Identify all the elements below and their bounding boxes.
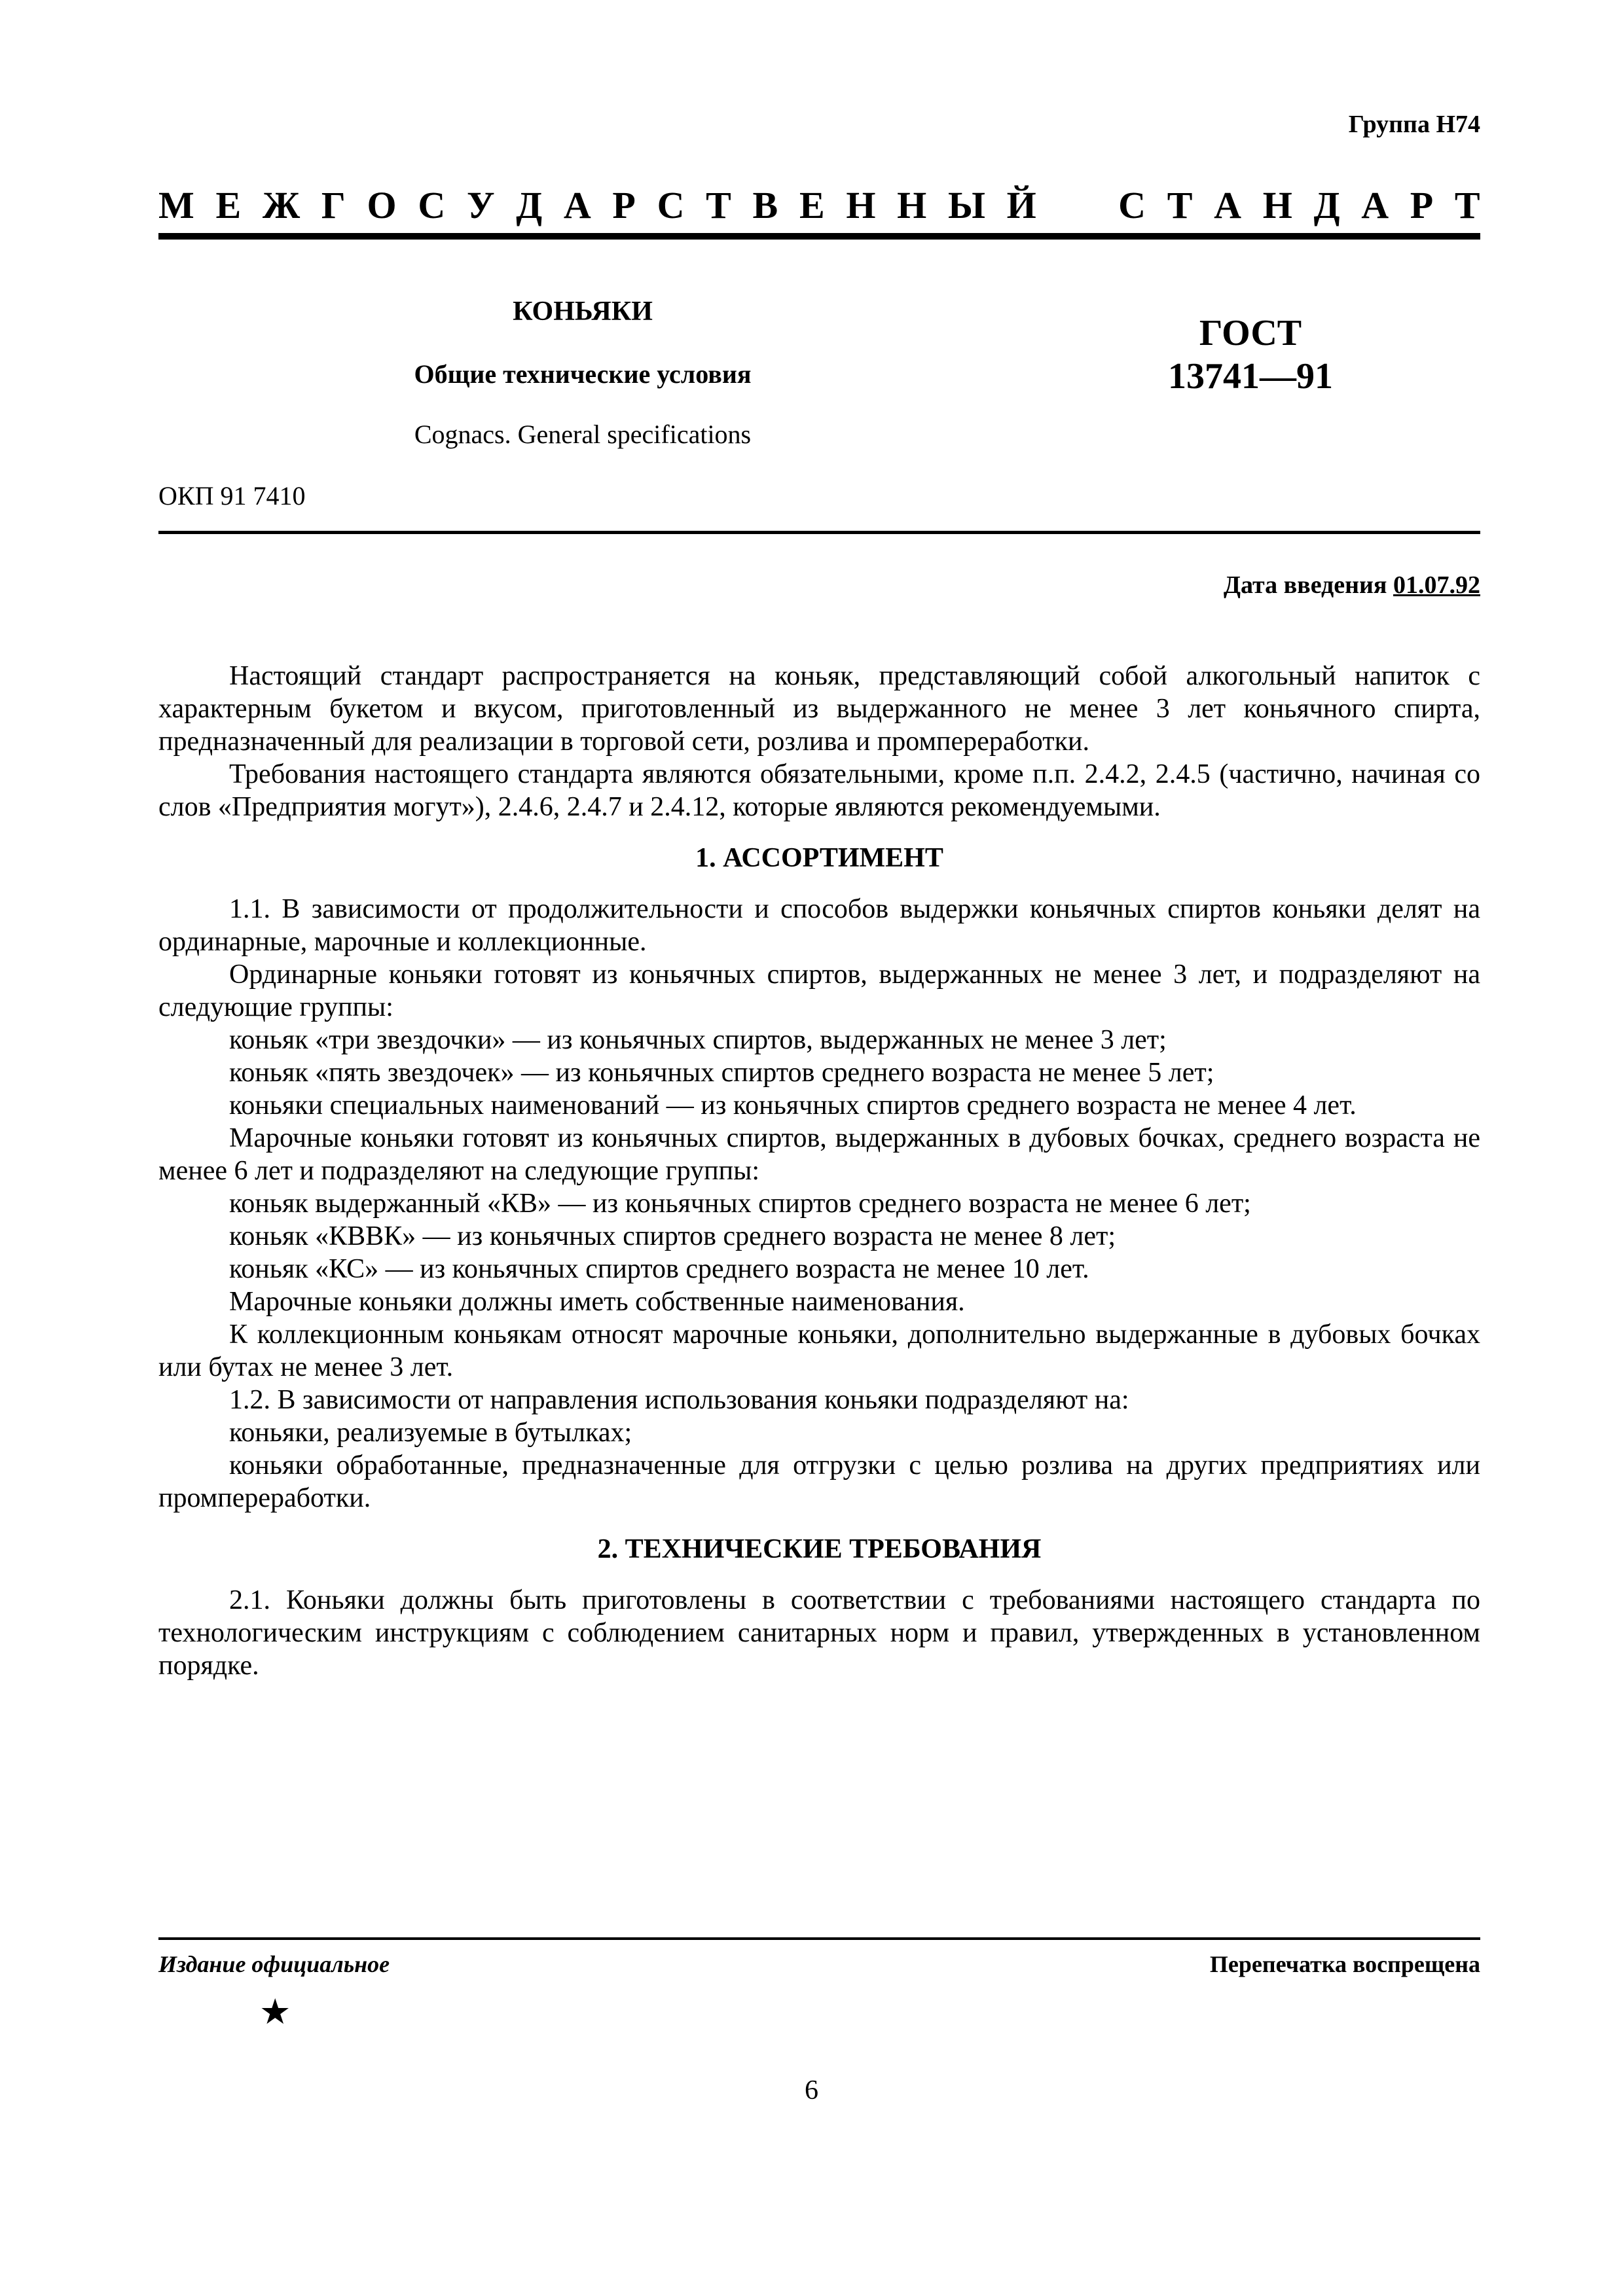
intro-paragraph: Настоящий стандарт распространяется на коньяк, представляющий собой алкогольный напиток с характерным букетом и вкусом, приготовленный из выдержанного не менее 3 лет коньячного спирта, предназначенный для реализации в торговой сети, розлива и промпереработки. xyxy=(158,661,1480,757)
footer-rule xyxy=(158,1937,1480,1940)
document-body xyxy=(158,660,1480,1682)
section-paragraph: 1.1. В зависимости от продолжительности и способов выдержки коньячных спиртов коньяки делят на ординарные, марочные и коллекционные. xyxy=(158,894,1480,957)
section-heading: 2. ТЕХНИЧЕСКИЕ ТРЕБОВАНИЯ xyxy=(597,1534,1042,1564)
section-paragraph: Марочные коньяки должны иметь собственные наименования. xyxy=(229,1287,965,1317)
banner-letter: Р xyxy=(1410,184,1434,226)
section-paragraph: коньяк выдержанный «КВ» — из коньячных спиртов среднего возраста не менее 6 лет; xyxy=(229,1189,1251,1219)
section-paragraph: коньяк «КС» — из коньячных спиртов среднего возраста не менее 10 лет. xyxy=(229,1254,1089,1284)
document-subtitle: Общие технические условия xyxy=(414,359,752,389)
star-icon: ★ xyxy=(259,1992,291,2032)
banner-letter: А xyxy=(563,184,591,226)
date-value: 01.07.92 xyxy=(1393,571,1480,599)
banner-letter: Т xyxy=(1454,184,1480,226)
banner-letter: Д xyxy=(516,184,543,226)
effective-date xyxy=(1224,571,1480,600)
banner-letter: Й xyxy=(1006,184,1036,226)
date-label: Дата введения xyxy=(1223,571,1387,599)
banner-word-gap xyxy=(1057,183,1097,227)
banner-letter: Ж xyxy=(262,184,301,226)
gost-label: ГОСТ xyxy=(1199,313,1302,353)
banner-letter: Т xyxy=(706,184,731,226)
reprint-prohibited-note: Перепечатка воспрещена xyxy=(1209,1951,1480,1977)
section-paragraph: 1.2. В зависимости от направления использования коньяки подразделяют на: xyxy=(229,1385,1129,1415)
section-paragraph: коньяки, реализуемые в бутылках; xyxy=(229,1418,632,1448)
banner-letter: Т xyxy=(1167,184,1193,226)
document-subtitle-english: Cognacs. General specifications xyxy=(414,420,752,449)
section-paragraph: Ординарные коньяки готовят из коньячных спиртов, выдержанных не менее 3 лет, и подразделяют на следующие группы: xyxy=(158,960,1480,1022)
section-paragraph: коньяки специальных наименований — из коньячных спиртов среднего возраста не менее 4 лет. xyxy=(229,1090,1357,1121)
standard-banner xyxy=(158,183,1480,227)
banner-letter: Е xyxy=(215,184,242,226)
section-paragraph: коньяк «КВВК» — из коньячных спиртов среднего возраста не менее 8 лет; xyxy=(229,1221,1116,1251)
banner-letter: А xyxy=(1361,184,1389,226)
title-rule xyxy=(158,531,1480,534)
banner-letter: Н xyxy=(1262,184,1292,226)
banner-letter: Г xyxy=(321,184,346,226)
okp-code: ОКП 91 7410 xyxy=(158,481,306,511)
banner-letter: О xyxy=(367,184,397,226)
intro-paragraph: Требования настоящего стандарта являются обязательными, кроме п.п. 2.4.2, 2.4.5 (частично, начиная со слов «Предприятия могут»), 2.4.6, 2.4.7 и 2.4.12, которые являются рекомендуемыми. xyxy=(158,759,1480,822)
section-paragraph: К коллекционным коньякам относят марочные коньяки, дополнительно выдержанные в дубовых бочках или бутах не менее 3 лет. xyxy=(158,1319,1480,1382)
section-paragraph: коньяк «пять звездочек» — из коньячных спиртов среднего возраста не менее 5 лет; xyxy=(229,1058,1214,1088)
banner-letter: А xyxy=(1214,184,1242,226)
banner-letter: Д xyxy=(1313,184,1340,226)
page-number: 6 xyxy=(805,2075,818,2106)
banner-letter: У xyxy=(466,184,495,226)
banner-letter: С xyxy=(657,184,685,226)
banner-letter: С xyxy=(418,184,446,226)
document-title: КОНЬЯКИ xyxy=(513,296,653,327)
banner-letter: В xyxy=(752,184,778,226)
section-heading: 1. АССОРТИМЕНТ xyxy=(695,843,943,873)
banner-letter: Р xyxy=(612,184,636,226)
gost-code: 13741—91 xyxy=(1168,356,1333,397)
banner-letter: Ы xyxy=(947,184,985,226)
banner-letter: Н xyxy=(897,184,927,226)
banner-letter: Е xyxy=(799,184,825,226)
banner-letter: Н xyxy=(846,184,876,226)
section-paragraph: коньяк «три звездочки» — из коньячных спиртов, выдержанных не менее 3 лет; xyxy=(229,1025,1167,1055)
header-rule xyxy=(158,233,1480,240)
gost-number xyxy=(1100,312,1401,398)
section-paragraph: 2.1. Коньяки должны быть приготовлены в соответствии с требованиями настоящего стандарта по технологическим инструкциям с соблюдением санитарных норм и правил, утвержденных в установленном порядке. xyxy=(158,1585,1480,1681)
official-edition-note: Издание официальное xyxy=(158,1951,390,1977)
banner-letter: С xyxy=(1118,184,1146,226)
group-code: Группа Н74 xyxy=(1348,111,1480,138)
section-paragraph: коньяки обработанные, предназначенные для отгрузки с целью розлива на других предприятиях или промпереработки. xyxy=(158,1450,1480,1513)
banner-letter: М xyxy=(158,184,194,226)
section-paragraph: Марочные коньяки готовят из коньячных спиртов, выдержанных в дубовых бочках, среднего возраста не менее 6 лет и подразделяют на следующие группы: xyxy=(158,1123,1480,1186)
